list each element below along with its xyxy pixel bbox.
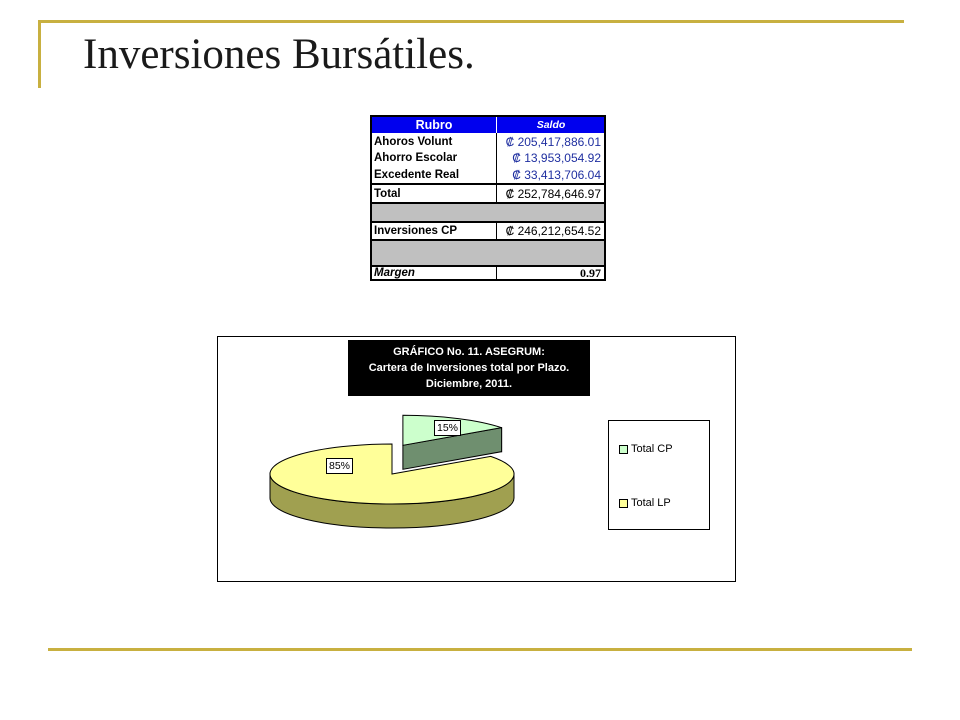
- row-label: Excedente Real: [374, 168, 460, 181]
- row-value: ₡ 205,417,886.01: [505, 134, 601, 149]
- row-label: Ahoros Volunt: [374, 135, 453, 148]
- slice-label-lp: 85%: [326, 458, 353, 474]
- row-value: ₡ 13,953,054.92: [512, 151, 601, 165]
- chart-title-line-2: Cartera de Inversiones total por Plazo.: [368, 362, 570, 374]
- total-value: ₡ 252,784,646.97: [505, 186, 601, 201]
- legend-label-cp: Total CP: [631, 443, 673, 455]
- row-label: Ahorro Escolar: [374, 152, 458, 164]
- chart-legend: [608, 420, 710, 530]
- header-rubro: Rubro: [415, 118, 453, 132]
- inversiones-label: Inversiones CP: [374, 225, 458, 237]
- inversiones-value: ₡ 246,212,654.52: [505, 224, 601, 238]
- legend-swatch-cp: [619, 445, 628, 454]
- header-saldo: Saldo: [536, 119, 566, 131]
- chart-title-line-1: GRÁFICO No. 11. ASEGRUM:: [393, 346, 545, 358]
- slide-title: Inversiones Bursátiles.: [83, 31, 475, 78]
- total-label: Total: [374, 187, 401, 200]
- chart-title-box: [348, 340, 590, 396]
- margen-value: 0.97: [580, 265, 601, 280]
- row-value: ₡ 33,413,706.04: [512, 167, 601, 182]
- margen-label: Margen: [374, 267, 415, 279]
- legend-swatch-lp: [619, 499, 628, 508]
- legend-item-cp: [619, 443, 673, 455]
- slice-label-cp: 15%: [434, 420, 461, 436]
- chart-title-line-3: Diciembre, 2011.: [425, 378, 513, 390]
- legend-label-lp: Total LP: [631, 497, 671, 509]
- legend-item-lp: [619, 497, 671, 509]
